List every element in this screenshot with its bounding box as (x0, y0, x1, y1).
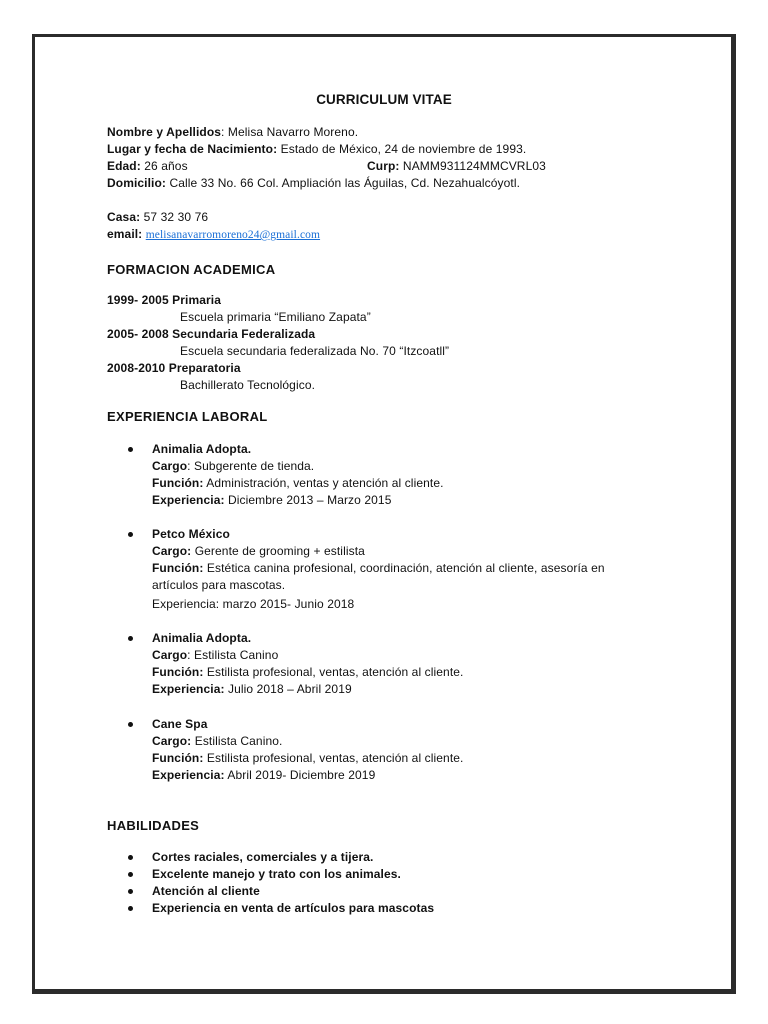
job-experience: Experiencia: marzo 2015- Junio 2018 (152, 597, 355, 611)
job-role-label: Cargo (152, 459, 188, 473)
bullet-icon (128, 855, 133, 860)
address-value: Calle 33 No. 66 Col. Ampliación las Águilas, Cd. Nezahualcóyotl. (166, 176, 521, 190)
job-role (152, 733, 282, 750)
email-link[interactable]: melisanavarromoreno24@gmail.com (145, 229, 321, 241)
bullet-icon (128, 447, 133, 452)
phone-value: 57 32 30 76 (140, 210, 209, 224)
phone-line (107, 209, 208, 226)
skills-heading: HABILIDADES (107, 818, 200, 833)
education-heading: FORMACION ACADEMICA (107, 262, 276, 277)
education-school: Escuela primaria “Emiliano Zapata” (180, 310, 371, 324)
age-label: Edad: (107, 159, 141, 173)
job-role-label: Cargo: (152, 544, 192, 558)
bullet-icon (128, 636, 133, 641)
job-role-value: : Subgerente de tienda. (187, 459, 315, 473)
job-role-value: Gerente de grooming + estilista (191, 544, 365, 558)
job-experience-label: Experiencia: (152, 682, 225, 696)
phone-label: Casa: (107, 210, 141, 224)
skill-text: Excelente manejo y trato con los animales. (152, 867, 401, 881)
education-period: 1999- 2005 (107, 293, 169, 307)
job-experience (152, 492, 391, 509)
job-function-label: Función: (152, 476, 204, 490)
education-period: 2005- 2008 (107, 327, 169, 341)
job-experience-label: Experiencia: (152, 768, 225, 782)
job-experience-value: Diciembre 2013 – Marzo 2015 (224, 493, 392, 507)
bullet-icon (128, 872, 133, 877)
job-function-value: Estilista profesional, ventas, atención al cliente. (203, 665, 464, 679)
birth-line (107, 141, 526, 158)
name-value: : Melisa Navarro Moreno. (221, 125, 359, 139)
education-school: Escuela secundaria federalizada No. 70 “Itzcoatll” (180, 344, 450, 358)
birth-label: Lugar y fecha de Nacimiento: (107, 142, 278, 156)
job-role (152, 458, 314, 475)
bullet-icon (128, 722, 133, 727)
curp-label: Curp: (367, 159, 400, 173)
bullet-icon (128, 532, 133, 537)
bullet-icon (128, 906, 133, 911)
email-line (107, 226, 320, 244)
education-period: 2008-2010 (107, 361, 166, 375)
education-item (107, 360, 241, 377)
address-line (107, 175, 520, 192)
job-experience (152, 681, 352, 698)
job-role (152, 543, 365, 560)
document-title: CURRICULUM VITAE (316, 92, 452, 107)
education-school: Bachillerato Tecnológico. (180, 378, 316, 392)
skill-text: Atención al cliente (152, 884, 260, 898)
email-label: email: (107, 227, 143, 241)
job-company: Animalia Adopta. (152, 631, 252, 645)
skill-text: Cortes raciales, comerciales y a tijera. (152, 850, 374, 864)
job-function-label: Función: (152, 665, 204, 679)
job-company: Animalia Adopta. (152, 442, 252, 456)
age-value: 26 años (140, 159, 188, 173)
job-experience-value: Julio 2018 – Abril 2019 (224, 682, 352, 696)
job-function-value: Estilista profesional, ventas, atención al cliente. (203, 751, 464, 765)
job-function-value: Estética canina profesional, coordinación, atención al cliente, asesoría en (203, 561, 605, 575)
bullet-icon (128, 889, 133, 894)
job-function (152, 750, 463, 767)
education-item (107, 326, 315, 343)
job-role-label: Cargo (152, 648, 188, 662)
job-function (152, 560, 605, 577)
job-experience (152, 767, 375, 784)
education-level: Secundaria Federalizada (168, 327, 316, 341)
curp-line (367, 158, 546, 175)
birth-value: Estado de México, 24 de noviembre de 1993. (277, 142, 527, 156)
skill-text: Experiencia en venta de artículos para mascotas (152, 901, 435, 915)
name-line (107, 124, 358, 141)
job-company: Cane Spa (152, 717, 208, 731)
job-function (152, 664, 463, 681)
job-experience-value: Abril 2019- Diciembre 2019 (224, 768, 376, 782)
job-function-value: Administración, ventas y atención al cliente. (203, 476, 444, 490)
job-role-value: Estilista Canino. (191, 734, 283, 748)
education-item (107, 292, 221, 309)
address-label: Domicilio: (107, 176, 167, 190)
job-function-label: Función: (152, 751, 204, 765)
job-company: Petco México (152, 527, 230, 541)
job-function-label: Función: (152, 561, 204, 575)
experience-heading: EXPERIENCIA LABORAL (107, 409, 268, 424)
job-function-continued: artículos para mascotas. (152, 578, 286, 592)
curp-value: NAMM931124MMCVRL03 (399, 159, 546, 173)
job-experience-label: Experiencia: (152, 493, 225, 507)
job-function (152, 475, 444, 492)
job-role-value: : Estilista Canino (187, 648, 279, 662)
job-role-label: Cargo: (152, 734, 192, 748)
job-role (152, 647, 278, 664)
education-level: Primaria (168, 293, 221, 307)
education-level: Preparatoria (165, 361, 241, 375)
age-line (107, 158, 188, 175)
name-label: Nombre y Apellidos (107, 125, 222, 139)
